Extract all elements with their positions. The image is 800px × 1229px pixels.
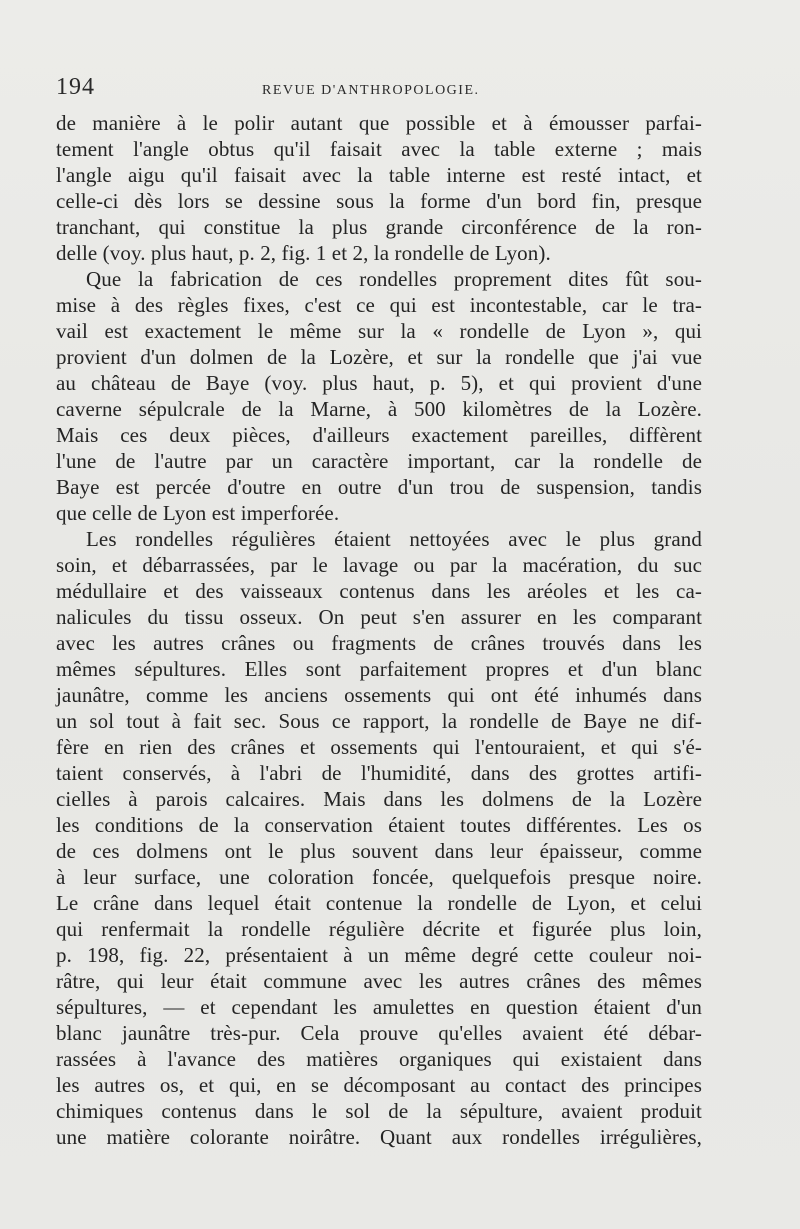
text-line: l'angle aigu qu'il faisait avec la table interne est resté intact, et [56,163,702,187]
text-line: de manière à le polir autant que possible et à émousser parfai- [56,111,702,135]
text-line: taient conservés, à l'abri de l'humidité, dans des grottes artifi- [56,761,702,785]
text-line: un sol tout à fait sec. Sous ce rapport, la rondelle de Baye ne dif- [56,709,702,733]
text-line: nalicules du tissu osseux. On peut s'en assurer en les comparant [56,605,702,629]
text-line: rassées à l'avance des matières organiques qui existaient dans [56,1047,702,1071]
running-title: REVUE D'ANTHROPOLOGIE. [262,83,480,98]
text-line: qui renfermait la rondelle régulière décrite et figurée plus loin, [56,917,702,941]
page-number: 194 [56,74,95,100]
text-line: caverne sépulcrale de la Marne, à 500 kilomètres de la Lozère. [56,397,702,421]
text-line: Baye est percée d'outre en outre d'un trou de suspension, tandis [56,475,702,499]
text-line: soin, et débarrassées, par le lavage ou par la macération, du suc [56,553,702,577]
text-line: fère en rien des crânes et ossements qui l'entouraient, et qui s'é- [56,735,702,759]
text-line: à leur surface, une coloration foncée, quelquefois presque noire. [56,865,702,889]
text-line: râtre, qui leur était commune avec les autres crânes des mêmes [56,969,702,993]
page-header [56,74,702,104]
text-line: médullaire et des vaisseaux contenus dans les aréoles et les ca- [56,579,702,603]
text-line: les conditions de la conservation étaient toutes différentes. Les os [56,813,702,837]
text-line: vail est exactement le même sur la « rondelle de Lyon », qui [56,319,702,343]
text-line: les autres os, et qui, en se décomposant au contact des principes [56,1073,702,1097]
text-line: de ces dolmens ont le plus souvent dans leur épaisseur, comme [56,839,702,863]
text-line: que celle de Lyon est imperforée. [56,501,340,525]
text-line: delle (voy. plus haut, p. 2, fig. 1 et 2, la rondelle de Lyon). [56,241,551,265]
text-line: mêmes sépultures. Elles sont parfaitement propres et d'un blanc [56,657,702,681]
text-line: celle-ci dès lors se dessine sous la forme d'un bord fin, presque [56,189,702,213]
text-line: tranchant, qui constitue la plus grande circonférence de la ron- [56,215,702,239]
text-line: une matière colorante noirâtre. Quant aux rondelles irrégulières, [56,1125,702,1149]
text-line: jaunâtre, comme les anciens ossements qui ont été inhumés dans [56,683,702,707]
text-line: blanc jaunâtre très-pur. Cela prouve qu'elles avaient été débar- [56,1021,702,1045]
text-line: Les rondelles régulières étaient nettoyées avec le plus grand [86,527,702,551]
text-line: tement l'angle obtus qu'il faisait avec la table externe ; mais [56,137,702,161]
text-line: au château de Baye (voy. plus haut, p. 5), et qui provient d'une [56,371,702,395]
text-line: Que la fabrication de ces rondelles proprement dites fût sou- [86,267,702,291]
text-line: avec les autres crânes ou fragments de crânes trouvés dans les [56,631,702,655]
text-line: Le crâne dans lequel était contenue la rondelle de Lyon, et celui [56,891,702,915]
text-line: p. 198, fig. 22, présentaient à un même degré cette couleur noi- [56,943,702,967]
text-line: Mais ces deux pièces, d'ailleurs exactement pareilles, diffèrent [56,423,702,447]
text-line: l'une de l'autre par un caractère important, car la rondelle de [56,449,702,473]
bleed-through-shadow [100,1160,660,1200]
text-line: provient d'un dolmen de la Lozère, et sur la rondelle que j'ai vue [56,345,702,369]
text-line: chimiques contenus dans le sol de la sépulture, avaient produit [56,1099,702,1123]
text-line: sépultures, — et cependant les amulettes en question étaient d'un [56,995,702,1019]
text-line: mise à des règles fixes, c'est ce qui est incontestable, car le tra- [56,293,702,317]
body-text [56,110,702,1150]
text-line: cielles à parois calcaires. Mais dans les dolmens de la Lozère [56,787,702,811]
